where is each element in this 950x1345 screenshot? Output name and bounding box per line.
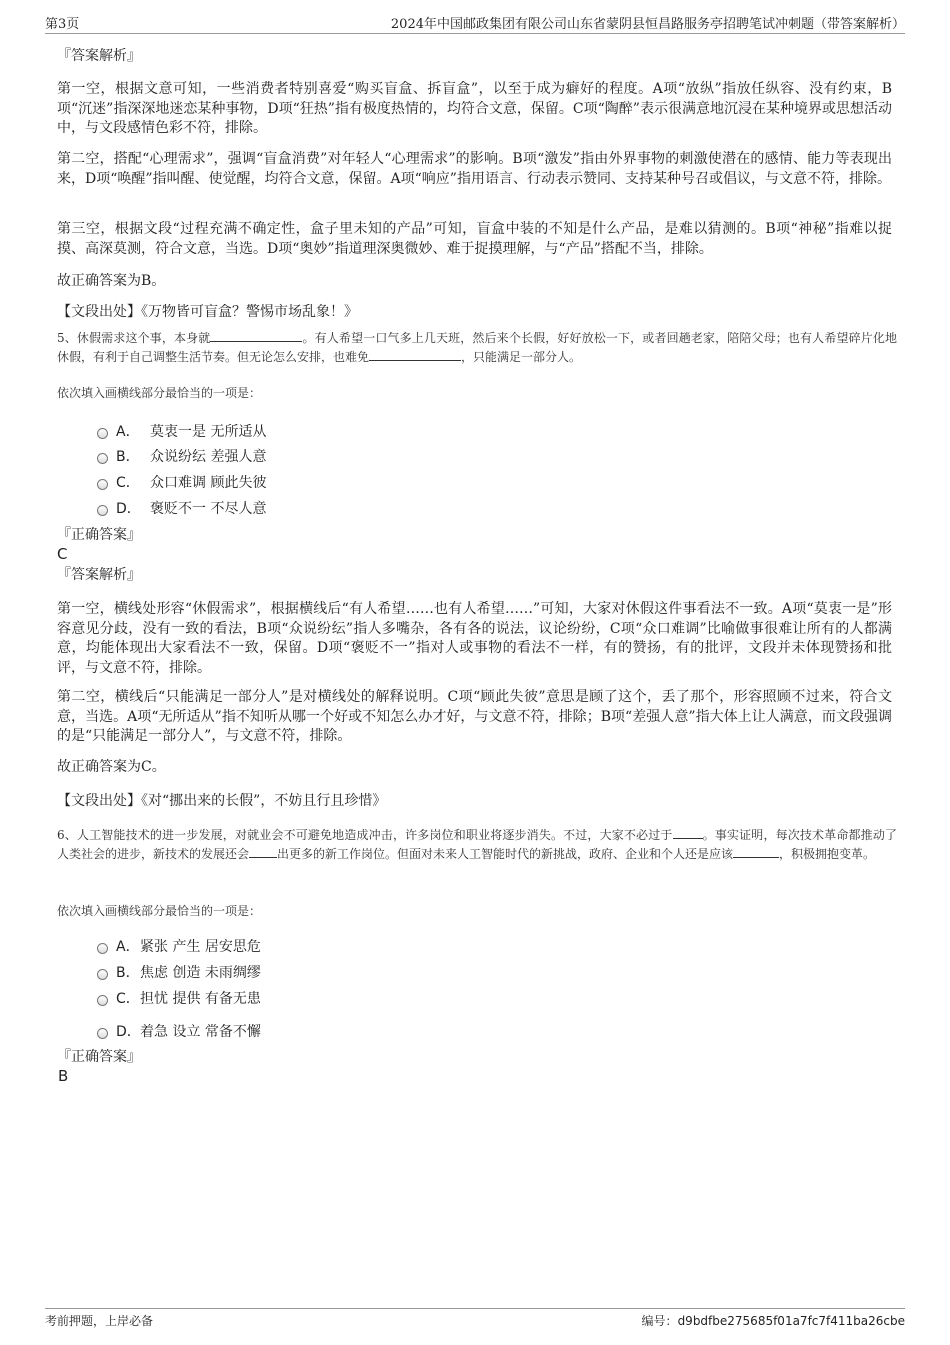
option-text: 担忧 提供 有备无患 [140, 991, 261, 1007]
option-text: 众说纷纭 差强人意 [150, 449, 267, 465]
document-title: 2024年中国邮政集团有限公司山东省蒙阴县恒昌路服务亭招聘笔试冲刺题（带答案解析） [390, 17, 905, 32]
q5-conclusion: 故正确答案为C。 [57, 759, 166, 775]
q4-conclusion: 故正确答案为B。 [57, 273, 166, 289]
q5-stem-part1: 5、休假需求这个事，本身就 [57, 331, 211, 345]
footer-slogan: 考前押题，上岸必备 [45, 1313, 154, 1328]
option-text: 褒贬不一 不尽人意 [150, 501, 267, 517]
radio-icon[interactable] [97, 969, 108, 980]
footer-code-wrap [642, 1312, 905, 1329]
option-text: 焦虑 创造 未雨绸缪 [140, 965, 261, 981]
option-letter: B． [116, 965, 140, 981]
q6-stem [57, 826, 897, 864]
q6-blank-1 [673, 826, 703, 839]
option-letter: A． [116, 424, 140, 440]
q5-answer-label: 『正确答案』 [57, 527, 141, 543]
q6-option-d[interactable] [97, 1021, 261, 1041]
q6-stem-part2: 。事实证明，每次技术革命都推动了人类社会的进步，新技术的发展还会 [57, 828, 897, 861]
footer-code-label: 编号： [641, 1313, 678, 1328]
q6-instruction: 依次填入画横线部分最恰当的一项是： [57, 904, 262, 918]
q5-option-a[interactable] [97, 421, 266, 441]
q5-stem-part3: ，只能满足一部分人。 [461, 350, 582, 364]
q4-source: 【文段出处】《万物皆可盲盒？警惕市场乱象！》 [57, 304, 358, 320]
radio-icon[interactable] [97, 995, 108, 1006]
q6-stem-part3: 出更多的新工作岗位。但面对未来人工智能时代的新挑战，政府、企业和个人还是应该 [277, 847, 734, 861]
option-letter: C． [116, 475, 140, 491]
option-text: 紧张 产生 居安思危 [140, 939, 261, 955]
q4-analysis-label: 『答案解析』 [57, 48, 141, 64]
option-letter: B． [116, 449, 140, 465]
q4-analysis-para3: 第三空，根据文段“过程充满不确定性，盒子里未知的产品”可知，盲盒中装的不知是什么产品，是难以猜测的。B项“神秘”指难以捉摸、高深莫测，符合文意，当选。D项“奥妙”指道理深奥微妙、难于捉摸理解，与“产品”搭配不当，排除。 [57, 221, 892, 257]
q6-stem-part1: 6、人工智能技术的进一步发展，对就业会不可避免地造成冲击，许多岗位和职业将逐步消失。不过，大家不必过于 [57, 828, 673, 842]
q5-option-d[interactable] [97, 498, 266, 518]
option-text: 莫衷一是 无所适从 [150, 424, 267, 440]
footer-code: d9bdfbe275685f01a7fc7f411ba26cbe [677, 1313, 905, 1328]
page-number: 第3页 [45, 17, 80, 32]
q5-stem-part2: 。有人希望一口气多上几天班，然后来个长假，好好放松一下，或者回趟老家，陪陪父母；也有人希望碎片化地休假，有利于自己调整生活节奏。但无论怎么安排，也难免 [57, 331, 897, 364]
radio-icon[interactable] [97, 943, 108, 954]
q5-instruction: 依次填入画横线部分最恰当的一项是： [57, 386, 262, 400]
q6-answer: B [58, 1067, 69, 1085]
q5-stem [57, 329, 897, 367]
option-letter: A． [116, 939, 140, 955]
q6-option-b[interactable] [97, 962, 261, 982]
option-letter: C． [116, 991, 140, 1007]
q6-stem-part4: ，积极拥抱变革。 [779, 847, 876, 861]
q4-analysis-para2: 第二空，搭配“心理需求”，强调“盲盒消费”对年轻人“心理需求”的影响。B项“激发”指由外界事物的刺激使潜在的感情、能力等表现出来，D项“唤醒”指叫醒、使觉醒，均符合文意，保留。A项“响应”指用语言、行动表示赞同、支持某种号召或倡议，与文意不符，排除。 [57, 151, 892, 187]
q5-analysis-para1: 第一空，横线处形容“休假需求”，根据横线后“有人希望……也有人希望……”可知，大家对休假这件事看法不一致。A项“莫衷一是”形容意见分歧，没有一致的看法，B项“众说纷纭”指人多嘴杂，各有各的说法，议论纷纷，C项“众口难调”比喻做事很难让所有的人都满意，均能体现出大家看法不一致，保留。D项“褒贬不一”指对人或事物的看法不一样，有的赞扬，有的批评，文段并未体现赞扬和批评，与文意不符，排除。 [57, 601, 892, 676]
radio-icon[interactable] [97, 453, 108, 464]
radio-icon[interactable] [97, 1028, 108, 1039]
q6-blank-2 [249, 845, 277, 858]
option-letter: D． [116, 1024, 141, 1040]
option-letter: D． [116, 501, 141, 517]
option-text: 众口难调 顾此失彼 [150, 475, 267, 491]
q6-option-a[interactable] [97, 936, 261, 956]
page-footer [45, 1308, 905, 1331]
q5-analysis-para2: 第二空，横线后“只能满足一部分人”是对横线处的解释说明。C项“顾此失彼”意思是顾了这个，丢了那个，形容照顾不过来，符合文意，当选。A项“无所适从”指不知听从哪一个好或不知怎么办才好，与文意不符，排除；B项“差强人意”指大体上让人满意，而文段强调的是“只能满足一部分人”，与文意不符，排除。 [57, 689, 892, 744]
radio-icon[interactable] [97, 479, 108, 490]
q5-analysis-label: 『答案解析』 [57, 567, 141, 583]
q5-blank-1 [210, 329, 302, 342]
q6-option-c[interactable] [97, 988, 261, 1008]
q5-blank-2 [369, 348, 461, 361]
q6-blank-3 [733, 845, 779, 858]
q5-option-c[interactable] [97, 472, 266, 492]
q5-answer: C [57, 545, 68, 563]
q6-answer-label: 『正确答案』 [57, 1049, 141, 1065]
page-header [45, 12, 905, 34]
q5-option-b[interactable] [97, 446, 266, 466]
option-text: 着急 设立 常备不懈 [140, 1024, 261, 1040]
q5-source: 【文段出处】《对“挪出来的长假”，不妨且行且珍惜》 [57, 793, 387, 809]
radio-icon[interactable] [97, 505, 108, 516]
q4-analysis-para1: 第一空，根据文意可知，一些消费者特别喜爱“购买盲盒、拆盲盒”，以至于成为癖好的程度。A项“放纵”指放任纵容、没有约束，B项“沉迷”指深深地迷恋某种事物，D项“狂热”指有极度热情的，均符合文意，保留。C项“陶醉”表示很满意地沉浸在某种境界或思想活动中，与文段感情色彩不符，排除。 [57, 81, 892, 136]
radio-icon[interactable] [97, 428, 108, 439]
